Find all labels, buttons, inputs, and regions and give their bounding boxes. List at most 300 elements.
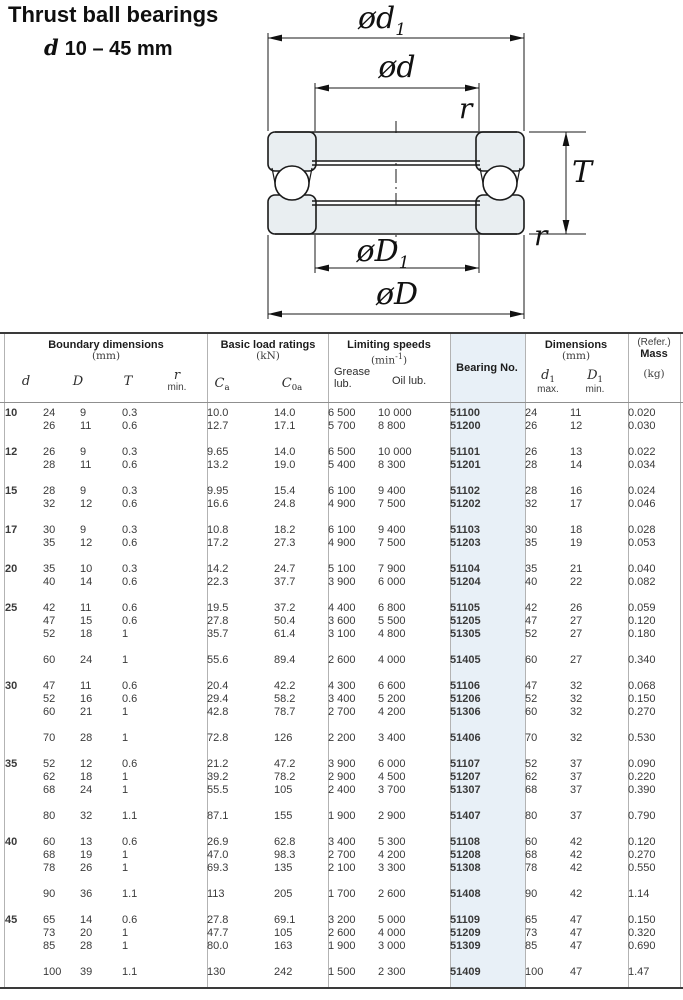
cell-grease-lub: 2 600 (328, 654, 356, 666)
cell-mass: 0.040 (628, 563, 656, 575)
cell-D: 60 (43, 654, 56, 666)
cell-d (5, 927, 43, 940)
table-row (5, 485, 681, 498)
cell-bearing-no: 51407 (450, 810, 481, 822)
cell-grease-lub: 5 100 (328, 563, 356, 575)
cell-D1-min: 27 (570, 628, 583, 640)
cell-T: 15 (80, 615, 93, 627)
cell-bearing-no: 51408 (450, 888, 481, 900)
cell-D1-min: 27 (570, 615, 583, 627)
cell-C0a: 19.0 (274, 459, 296, 471)
table-row (5, 888, 681, 901)
cell-D1-min: 18 (570, 524, 583, 536)
cell-D: 35 (43, 537, 56, 549)
cell-D: 35 (43, 563, 56, 575)
cell-d1-max: 60 (525, 654, 538, 666)
table-body (5, 402, 681, 979)
label-oD: øD (375, 277, 419, 312)
cell-grease-lub: 3 100 (328, 628, 356, 640)
label-od1: $ød_1$ (357, 1, 407, 40)
table-row (5, 810, 681, 823)
cell-oil-lub: 5 500 (378, 615, 406, 627)
cell-mass: 0.024 (628, 485, 656, 497)
cell-mass: 0.270 (628, 849, 656, 861)
cell-mass: 0.030 (628, 420, 656, 432)
cell-grease-lub: 4 900 (328, 498, 356, 510)
cell-mass: 0.082 (628, 576, 656, 588)
cell-D: 68 (43, 849, 56, 861)
cell-mass: 0.022 (628, 446, 656, 458)
cell-C0a: 62.8 (274, 836, 296, 848)
cell-bearing-no: 51108 (450, 836, 480, 848)
cell-mass: 0.550 (628, 862, 656, 874)
cell-bearing-no: 51201 (450, 459, 481, 471)
cell-d1-max: 68 (525, 784, 538, 796)
header-col-D1-min: $D_1$ min. (585, 368, 605, 396)
table-row (5, 615, 681, 628)
cell-T: 32 (80, 810, 93, 822)
cell-T: 14 (80, 914, 93, 926)
cell-d (5, 810, 43, 823)
cell-T: 24 (80, 784, 93, 796)
row-spacer (5, 719, 681, 732)
cell-Ca: 42.8 (207, 706, 229, 718)
cell-bearing-no: 51204 (450, 576, 481, 588)
row-spacer (5, 901, 681, 914)
cell-grease-lub: 3 200 (328, 914, 356, 926)
cell-C0a: 47.2 (274, 758, 296, 770)
page-subtitle (8, 35, 218, 61)
cell-r-min: 1 (122, 862, 129, 874)
cell-mass: 0.270 (628, 706, 656, 718)
cell-oil-lub: 2 900 (378, 810, 406, 822)
cell-Ca: 9.95 (207, 485, 229, 497)
cell-d (5, 576, 43, 589)
cell-D1-min: 42 (570, 849, 583, 861)
cell-T: 18 (80, 628, 93, 640)
cell-d: 17 (5, 524, 18, 536)
cell-C0a: 105 (274, 784, 293, 796)
cell-D1-min: 32 (570, 680, 583, 692)
cell-C0a: 14.0 (274, 446, 296, 458)
label-oD1: $øD_1$ (356, 234, 410, 273)
cell-D1-min: 47 (570, 914, 583, 926)
cell-bearing-no: 51106 (450, 680, 480, 692)
table-row (5, 849, 681, 862)
cell-d1-max: 30 (525, 524, 538, 536)
cell-D: 80 (43, 810, 56, 822)
cell-d (5, 628, 43, 641)
cell-d1-max: 78 (525, 862, 538, 874)
cell-C0a: 24.8 (274, 498, 296, 510)
row-spacer (5, 745, 681, 758)
cell-Ca: 10.0 (207, 407, 229, 419)
cell-T: 10 (80, 563, 93, 575)
cell-r-min: 0.6 (122, 576, 138, 588)
cell-grease-lub: 5 700 (328, 420, 356, 432)
cell-D: 78 (43, 862, 56, 874)
cell-d1-max: 73 (525, 927, 538, 939)
cell-oil-lub: 5 200 (378, 693, 406, 705)
table-row (5, 732, 681, 745)
cell-oil-lub: 4 000 (378, 654, 406, 666)
cell-D: 68 (43, 784, 56, 796)
cell-grease-lub: 3 400 (328, 836, 356, 848)
cell-C0a: 155 (274, 810, 293, 822)
cell-d (5, 654, 43, 667)
cell-r-min: 0.3 (122, 563, 138, 575)
cell-oil-lub: 5 300 (378, 836, 406, 848)
cell-d1-max: 90 (525, 888, 538, 900)
cell-d (5, 862, 43, 875)
cell-mass: 0.034 (628, 459, 656, 471)
cell-D1-min: 32 (570, 732, 583, 744)
table-row (5, 420, 681, 433)
table-row (5, 927, 681, 940)
cell-oil-lub: 3 700 (378, 784, 406, 796)
cell-Ca: 20.4 (207, 680, 229, 692)
cell-oil-lub: 6 800 (378, 602, 406, 614)
cell-oil-lub: 9 400 (378, 524, 406, 536)
cell-Ca: 12.7 (207, 420, 229, 432)
cell-D1-min: 32 (570, 706, 583, 718)
cell-grease-lub: 1 700 (328, 888, 356, 900)
cell-D1-min: 12 (570, 420, 583, 432)
cell-D: 60 (43, 836, 56, 848)
cell-D: 28 (43, 485, 56, 497)
cell-Ca: 130 (207, 966, 226, 978)
table-row (5, 446, 681, 459)
cell-mass: 1.14 (628, 888, 650, 900)
cell-T: 11 (80, 459, 92, 471)
cell-D: 28 (43, 459, 56, 471)
cell-bearing-no: 51107 (450, 758, 480, 770)
cell-D: 40 (43, 576, 56, 588)
table-row (5, 771, 681, 784)
cell-oil-lub: 2 600 (378, 888, 406, 900)
row-spacer (5, 641, 681, 654)
cell-d (5, 966, 43, 979)
table-row (5, 836, 681, 849)
cell-D1-min: 37 (570, 784, 583, 796)
cell-D1-min: 47 (570, 927, 583, 939)
cell-r-min: 1 (122, 927, 129, 939)
cell-grease-lub: 4 400 (328, 602, 356, 614)
header-col-C0a: $C_{0a}$ (281, 376, 303, 394)
cell-grease-lub: 6 100 (328, 524, 356, 536)
table-header (0, 334, 683, 402)
cell-bearing-no: 51109 (450, 914, 480, 926)
cell-d1-max: 32 (525, 498, 538, 510)
header-col-grease: Grease lub. (334, 366, 371, 390)
header-limiting-speeds: Limiting speeds $(\min^{-1})$ (347, 339, 431, 367)
cell-C0a: 17.1 (274, 420, 296, 432)
cell-mass: 0.320 (628, 927, 656, 939)
cell-C0a: 105 (274, 927, 293, 939)
table-row (5, 940, 681, 953)
cell-C0a: 37.2 (274, 602, 296, 614)
cell-r-min: 0.6 (122, 836, 138, 848)
cell-D: 85 (43, 940, 56, 952)
cell-d1-max: 68 (525, 849, 538, 861)
cell-oil-lub: 10 000 (378, 446, 412, 458)
cell-D: 52 (43, 628, 56, 640)
cell-d1-max: 52 (525, 693, 538, 705)
cell-r-min: 0.6 (122, 680, 138, 692)
cell-d1-max: 100 (525, 966, 544, 978)
cell-mass: 0.053 (628, 537, 656, 549)
cell-C0a: 135 (274, 862, 293, 874)
cell-D1-min: 16 (570, 485, 583, 497)
header-col-Ca: $C_a$ (214, 376, 230, 394)
cell-d (5, 888, 43, 901)
cell-r-min: 0.6 (122, 914, 138, 926)
cell-D1-min: 14 (570, 459, 583, 471)
cell-bearing-no: 51102 (450, 485, 480, 497)
cell-mass: 0.090 (628, 758, 656, 770)
cell-r-min: 1 (122, 732, 129, 744)
cell-mass: 0.020 (628, 407, 656, 419)
cell-D: 32 (43, 498, 56, 510)
cell-mass: 0.220 (628, 771, 656, 783)
header-bearing-no: Bearing No. (456, 362, 518, 374)
cell-Ca: 113 (207, 888, 225, 900)
table-row (5, 407, 681, 420)
header-col-d1-max: $d_1$ max. (537, 368, 559, 396)
cell-D: 26 (43, 446, 56, 458)
cell-D: 73 (43, 927, 56, 939)
cell-Ca: 47.0 (207, 849, 229, 861)
cell-T: 39 (80, 966, 93, 978)
cell-bearing-no: 51209 (450, 927, 481, 939)
cell-d (5, 706, 43, 719)
cell-d: 30 (5, 680, 18, 692)
cell-C0a: 50.4 (274, 615, 296, 627)
row-spacer (5, 667, 681, 680)
cell-d: 20 (5, 563, 18, 575)
cell-bearing-no: 51406 (450, 732, 481, 744)
cell-grease-lub: 2 700 (328, 706, 356, 718)
cell-mass: 0.690 (628, 940, 656, 952)
cell-d (5, 771, 43, 784)
cell-d: 35 (5, 758, 18, 770)
cell-bearing-no: 51207 (450, 771, 481, 783)
cell-D: 26 (43, 420, 56, 432)
cell-Ca: 69.3 (207, 862, 229, 874)
label-od: ød (378, 50, 416, 85)
cell-oil-lub: 4 200 (378, 706, 406, 718)
cell-Ca: 19.5 (207, 602, 229, 614)
cell-d (5, 459, 43, 472)
cell-d1-max: 28 (525, 485, 538, 497)
cell-oil-lub: 4 200 (378, 849, 406, 861)
cell-C0a: 61.4 (274, 628, 296, 640)
cell-r-min: 1 (122, 849, 129, 861)
cell-C0a: 78.2 (274, 771, 296, 783)
cell-oil-lub: 3 400 (378, 732, 406, 744)
cell-d (5, 693, 43, 706)
cell-Ca: 27.8 (207, 914, 229, 926)
dimension-lines (268, 38, 566, 314)
cell-D1-min: 37 (570, 771, 583, 783)
cell-bearing-no: 51307 (450, 784, 481, 796)
cell-r-min: 1 (122, 628, 129, 640)
cell-oil-lub: 4 800 (378, 628, 406, 640)
cell-D: 47 (43, 680, 56, 692)
cell-T: 18 (80, 771, 93, 783)
cell-D1-min: 21 (570, 563, 583, 575)
cell-Ca: 26.9 (207, 836, 229, 848)
cell-r-min: 0.6 (122, 420, 138, 432)
cell-d (5, 732, 43, 745)
cell-mass: 0.150 (628, 914, 656, 926)
cell-d1-max: 35 (525, 537, 538, 549)
cell-d: 12 (5, 446, 18, 458)
cell-mass: 0.530 (628, 732, 656, 744)
cell-Ca: 14.2 (207, 563, 229, 575)
cell-D1-min: 47 (570, 966, 583, 978)
label-T: T (572, 155, 593, 190)
cell-C0a: 18.2 (274, 524, 296, 536)
cell-T: 21 (80, 706, 93, 718)
cell-bearing-no: 51101 (450, 446, 480, 458)
cell-C0a: 27.3 (274, 537, 296, 549)
table-row (5, 680, 681, 693)
cell-D1-min: 27 (570, 654, 583, 666)
table-row (5, 459, 681, 472)
cell-d1-max: 65 (525, 914, 538, 926)
cell-grease-lub: 6 500 (328, 407, 356, 419)
cell-d1-max: 70 (525, 732, 538, 744)
cell-D1-min: 22 (570, 576, 583, 588)
table-row (5, 914, 681, 927)
cell-T: 36 (80, 888, 93, 900)
cell-T: 13 (80, 836, 93, 848)
row-spacer (5, 823, 681, 836)
cell-bearing-no: 51103 (450, 524, 480, 536)
cell-d1-max: 26 (525, 420, 538, 432)
cell-D1-min: 11 (570, 407, 582, 419)
cell-bearing-no: 51308 (450, 862, 481, 874)
cell-C0a: 58.2 (274, 693, 296, 705)
cell-Ca: 55.6 (207, 654, 229, 666)
cell-grease-lub: 6 100 (328, 485, 356, 497)
cell-r-min: 1.1 (122, 966, 138, 978)
cell-mass: 0.790 (628, 810, 656, 822)
cell-bearing-no: 51105 (450, 602, 480, 614)
cell-oil-lub: 3 000 (378, 940, 406, 952)
header-refer-mass: (Refer.) Mass (kg) (637, 337, 671, 380)
table-row (5, 524, 681, 537)
cell-C0a: 42.2 (274, 680, 296, 692)
row-spacer (5, 953, 681, 966)
cell-D: 65 (43, 914, 56, 926)
cell-grease-lub: 5 400 (328, 459, 356, 471)
cell-Ca: 21.2 (207, 758, 229, 770)
cell-mass: 0.180 (628, 628, 656, 640)
cell-d1-max: 35 (525, 563, 538, 575)
cell-D: 30 (43, 524, 56, 536)
cell-r-min: 0.6 (122, 602, 138, 614)
cell-bearing-no: 51305 (450, 628, 481, 640)
cell-D1-min: 17 (570, 498, 583, 510)
cell-C0a: 69.1 (274, 914, 296, 926)
table-row (5, 758, 681, 771)
cell-T: 12 (80, 758, 93, 770)
cell-grease-lub: 2 200 (328, 732, 356, 744)
header-col-D: D (72, 374, 84, 389)
cell-Ca: 13.2 (207, 459, 229, 471)
cell-Ca: 35.7 (207, 628, 229, 640)
label-r-top: r (459, 92, 473, 125)
cell-grease-lub: 2 100 (328, 862, 356, 874)
cell-Ca: 39.2 (207, 771, 229, 783)
cell-d1-max: 52 (525, 758, 538, 770)
cell-oil-lub: 8 300 (378, 459, 406, 471)
cell-grease-lub: 6 500 (328, 446, 356, 458)
cell-bearing-no: 51306 (450, 706, 481, 718)
cell-oil-lub: 6 000 (378, 758, 406, 770)
cell-d: 45 (5, 914, 18, 926)
table-row (5, 706, 681, 719)
cell-d1-max: 60 (525, 706, 538, 718)
cell-Ca: 87.1 (207, 810, 229, 822)
cell-bearing-no: 51205 (450, 615, 481, 627)
cell-d1-max: 47 (525, 680, 538, 692)
cell-grease-lub: 1 500 (328, 966, 356, 978)
cell-D: 47 (43, 615, 56, 627)
cell-Ca: 47.7 (207, 927, 229, 939)
cell-mass: 1.47 (628, 966, 650, 978)
page-title: Thrust ball bearings (8, 2, 219, 27)
cell-D1-min: 13 (570, 446, 583, 458)
cell-T: 12 (80, 537, 93, 549)
cell-bearing-no: 51100 (450, 407, 480, 419)
cell-C0a: 15.4 (274, 485, 296, 497)
cell-mass: 0.120 (628, 836, 656, 848)
row-spacer (5, 511, 681, 524)
cell-d1-max: 42 (525, 602, 538, 614)
cell-d1-max: 24 (525, 407, 538, 419)
cell-mass: 0.059 (628, 602, 656, 614)
cell-d: 15 (5, 485, 18, 497)
cell-bearing-no: 51200 (450, 420, 481, 432)
cell-r-min: 0.6 (122, 537, 138, 549)
cell-r-min: 0.6 (122, 498, 138, 510)
cell-T: 16 (80, 693, 93, 705)
cell-r-min: 0.6 (122, 615, 138, 627)
row-spacer (5, 433, 681, 446)
cell-Ca: 80.0 (207, 940, 229, 952)
cell-grease-lub: 1 900 (328, 810, 356, 822)
extension-lines (268, 33, 586, 319)
cell-d1-max: 28 (525, 459, 538, 471)
cell-oil-lub: 10 000 (378, 407, 412, 419)
cell-Ca: 72.8 (207, 732, 229, 744)
cell-T: 26 (80, 862, 93, 874)
cell-D1-min: 37 (570, 810, 583, 822)
header-col-oil: Oil lub. (392, 375, 427, 387)
label-r-bottom: r (534, 219, 548, 252)
table-row (5, 602, 681, 615)
row-spacer (5, 472, 681, 485)
cell-r-min: 0.6 (122, 693, 138, 705)
cell-Ca: 16.6 (207, 498, 229, 510)
cell-C0a: 205 (274, 888, 293, 900)
cell-D1-min: 42 (570, 888, 583, 900)
cell-mass: 0.046 (628, 498, 656, 510)
cell-Ca: 55.5 (207, 784, 229, 796)
